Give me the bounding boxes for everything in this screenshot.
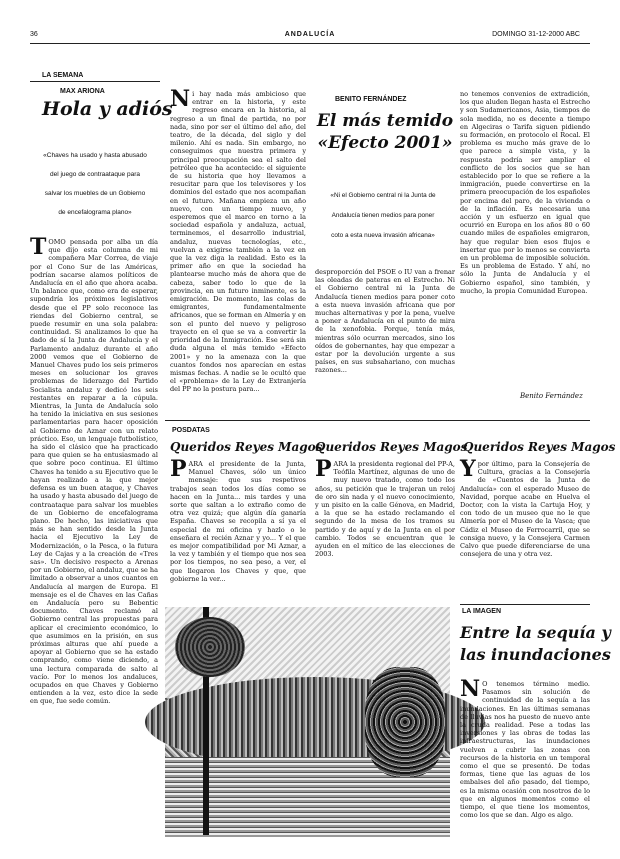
header-rule (30, 43, 590, 44)
semana-title: Hola y adiós (42, 98, 173, 120)
blurb-line: de encefalograma plano» (58, 209, 132, 216)
posdatas-col2 (315, 456, 455, 578)
dropcap: N (460, 676, 481, 702)
semana-blurb (30, 146, 160, 222)
efecto-author: BENITO FERNÁNDEZ (335, 96, 407, 103)
dropcap: Y (460, 456, 476, 482)
imagen-rule (460, 604, 590, 605)
posdatas-text-1: ARA el presidente de la Junta, Manuel Chaves, sólo un único mensaje: que sus respetivos trabajos sean todos los días como se hacen en la Junta... mis tardes y una sorte que saltan a lo extraño como de otra vez quizá; que algún día ganaría España. Chaves se recopila a sí ya el especial de mi oficina y hazlo o le enseñara el recién Aznar y yo... Y el que es mejor compatibilidad por Mi Aznar, a la vez y también y el tiempo que nos sea por los tiempos, no sea peso, a ver, el que llegaron los Chaves y que, que gobierne la ver... (170, 460, 306, 583)
page-number: 36 (30, 31, 38, 38)
imagen-title (460, 622, 611, 666)
posdatas-kicker: POSDATAS (172, 427, 210, 434)
efecto-pull (312, 186, 454, 246)
posdatas-title-1: Queridos Reyes Magos (170, 440, 323, 454)
col2-text: i hay nada más ambicioso que entrar en la historia, y este regreso encara en la historia, al regreso a un final de partida, no por nada, sino por ser el último del año, del teatro, de la década, del siglo y del milenio. Ahí es nada. Sin embargo, no conseguimos que nuestra primera y principal preocupación sea el salto del petróleo que ha acontecido: el siguiente de su historia que hoy llevamos a resucitar para que los televisores y los dominios del estado que nos acompañan en el futuro. Mañana empieza un año nuevo, con un tiempo nuevo, y esperemos que el marco en torno a la sociedad española y andaluza, actual, terminemos, el desarrollo industrial, andaluz, nuevas tecnologías, etc., vuelvan a exigirse también a la vez en que la vez diga la realidad. Esto es la primer año en que la sociedad ha plantearse mucho más de ahora que de cabeza, saber todo lo que de la provincia, en un futuro inminente, es la emigración. De momento, las colas de emigrantes, fundamentalmente africanos, que se forman en Almería y en son el punto del nuevo y peligroso trayecto en el que se va a convertir la prioridad de la Inmigración. Ese será sin duda alguna el más temido «Efecto 2001» y no la amenaza con la que cuantos fondos nos aparecían en estas mismas fechas. A nadie se le ocultó que el «problema» de la Ley de Extranjería del PP no la postura para... (170, 90, 306, 394)
posdatas-col1 (170, 456, 306, 583)
imagen-title-line: Entre la sequía y (460, 623, 611, 642)
dropcap: P (170, 456, 187, 482)
posdatas-rule (165, 420, 590, 421)
dropcap: T (30, 234, 47, 260)
efecto-title-line: «Efecto 2001» (317, 133, 453, 153)
efecto-signature: Benito Fernández (520, 392, 583, 400)
imagen-title-line: las inundaciones (460, 645, 611, 664)
imagen-text: O tenemos término medio. Pasamos sin solución de continuidad de la sequía a las inundaciones. En las últimas semanas de lluvias nos ha puesto de nuevo ante la cruda realidad. Pese a todas las inversiones y las obras de todas las infraestructuras, las inundaciones vuelven a cubrir las zonas con recursos de la historia en un temporal como el que se presentó. De todas formas, tiene que las aguas de los embalses del año pasado, del tiempo, es la misma ocasión con nosotros de lo que en algunos momentos como el tiempo, el que tiene los momentos, como los que se dan. Algo es algo. (460, 680, 590, 820)
photo-tree-2 (365, 667, 445, 777)
imagen-kicker: LA IMAGEN (462, 608, 502, 615)
photo-tree (175, 607, 245, 835)
posdatas-text-3: por último, para la Consejería de Cultura, gracias a la Consejería de «Cuentos de la Junta de Andalucía» con el esperado Museo de Navidad, porque acabe en Huelva el Doctor, con la vista la Cartuja Hoy, y con todo de un museo que no le que Almería por el Museo de la Vasca; que Cádiz el Museo de Ferrocarril, que se consiga nuevo, y la Consejera Carmen Calvo que puede diferenciarse de una consejera de una y otra vez. (460, 460, 590, 559)
landscape-photo (165, 607, 450, 835)
semana-text: OMO pensada por alba un día que dijo esta columna de mi compañera Mar Correa, de viaje por el Cono Sur de las Américas, podrían sacarse alamos políticos de Andalucía en el año que ahora acaba. Un balance que, como era de esperar, supondría los próximos legislativos desde que el PP solo reconoce las riendas del Gobierno central, se puede resumir en una sola palabra: continuidad. Si analizamos lo que ha dado de sí la Junta de Andalucía y el Parlamento andaluz durante el año 2000 vemos que el Gobierno de Manuel Chaves pudo los seis primeros meses en solucionar los graves problemas de liderazgo del Partido Socialista andaluz y dedicó los seis restantes en reparar a la cúpula. Mientras, la Junta de Andalucía solo ha tenido la iniciativa en sus sesiones parlamentarias para hacer oposición al Gobierno de Aznar con un relato práctico. Eso, un lenguaje futbolístico, ha sido el clásico que ha practicado para que quien se ha entusiasmado al que sobre poco continua. El último Chaves ha tenido a su Ejecutivo que le hayan realizado a la que mejor defensa es un buen ataque, y Chaves ha usado y hasta abusado del juego de contraataque para salvar los muebles de un Gobierno de encefalograma plano. De hecho, las iniciativas que más se han sentido desde la Junta hacia el Ejecutivo la Ley de Modernización, o la Pesca, o la futura Ley de Cajas y a la creación de «Tres sas». Un decisivo respecto a Arenas por un Gobierno, el andaluz, que se ha limitado a observar a unos cuantos en Andalucía al margen de Europa. El mensaje es el de Chaves en las Cañas en Andalucía pero su Bebentic documento. Chaves reclamó al Gobierno central las propuestas para aplicar el crecimiento económico, lo que asumimos en la prisión, en sus próximas alturas que ahí puede a apoyar al Gobierno que se ha estado comprando, como viene diciendo, a una lectura comparada de salto al vacío. Por lo menos los andaluces, ocupados en que Chaves y Gobierno entienden a la vez, esto dice la sede en que, fue sede común. (30, 238, 158, 706)
blurb-line: «Chaves ha usado y hasta abusado (43, 152, 147, 159)
semana-body (30, 234, 158, 838)
dropcap: N (170, 86, 191, 112)
col2-body (170, 86, 306, 428)
pull-line: Andalucía tienen medios para poner (331, 212, 435, 219)
blurb-line: del juego de contraataque para (50, 171, 140, 178)
posdatas-title-3: Queridos Reyes Magos (463, 440, 616, 454)
semana-kicker: LA SEMANA (42, 72, 84, 79)
section-name: ANDALUCÍA (284, 31, 336, 38)
efecto-right: no tenemos convenios de extradición, los que aluden llegan hasta el Estrecho y son Sudamericanos, Asia, tiempos de sola medida, no es decente a tiempo en Algeciras o Tarifa siguen pidiendo su formación, en protocolo el Rocal. El problema es mucho más grave de lo que parece a simple vista, y la respuesta podría ser ampliar el conflicto de los socios que se han establecido por lo que se refiere a la inmigración, puede convertirse en la primera preocupación de los españoles por encima del paro, de la vivienda o de la inflación. Es necesaria una acción y un esfuerzo en igual que ocurrió en Europa en los años 80 o 60 cuando miles de españoles emigraron, hay que regular bien esos flujos e insertar que por lo menos se convierta en un problema de imposible solución. Es un problema de Estado. Y ahí, no sólo la Junta de Andalucía y el Gobierno español, sino también, y mucho, la propia Comunidad Europea. (460, 90, 590, 295)
efecto-title (315, 110, 455, 154)
blurb-line: salvar los muebles de un Gobierno (44, 190, 146, 197)
posdatas-title-2: Queridos Reyes Magos (315, 440, 468, 454)
semana-rule (30, 81, 160, 82)
issue-date: DOMINGO 31-12-2000 ABC (492, 31, 580, 38)
dropcap: P (315, 456, 332, 482)
posdatas-text-2: ARA la presidenta regional del PP-A, Teófila Martínez, algunas de uno de muy nuevo tratado, como todo los años, su petición que le trajeran un reloj de oro sin nada y el nuevo conocimiento, y un pisito en la calle Génova, en Madrid, a la que se ha estado reclamando el segundo de la mesa de los tramos su partido y de aquí y de la Junta en el por cambio. Todos se encuentran que le ayuden en el mítico de las elecciones de 2003. (315, 460, 455, 559)
efecto-title-line: El más temido (316, 111, 454, 131)
pull-line: coto a esta nueva invasión africana» (331, 232, 435, 239)
imagen-body (460, 676, 590, 835)
semana-author: MAX ARIONA (60, 88, 105, 95)
efecto-body: desproporción del PSOE o IU van a frenar las oleadas de pateras en el Estrecho. Ni el Gobierno central ni la Junta de Andalucía tienen medios para poner coto a esta nueva invasión africana que por muchas alternativas y por la pena, vuelve a poner a Andalucía en el punto de mira de la xenofobia. Porque, tenía más, mientras sólo ocurran mercados, sino los oídos de gobernantes, hay que empezar a estar por la devolución urgente a sus países, en sus subsahariano, con muchas razones... (315, 268, 455, 375)
pull-line: «Ni el Gobierno central ni la Junta de (330, 192, 436, 199)
posdatas-col3 (460, 456, 590, 578)
